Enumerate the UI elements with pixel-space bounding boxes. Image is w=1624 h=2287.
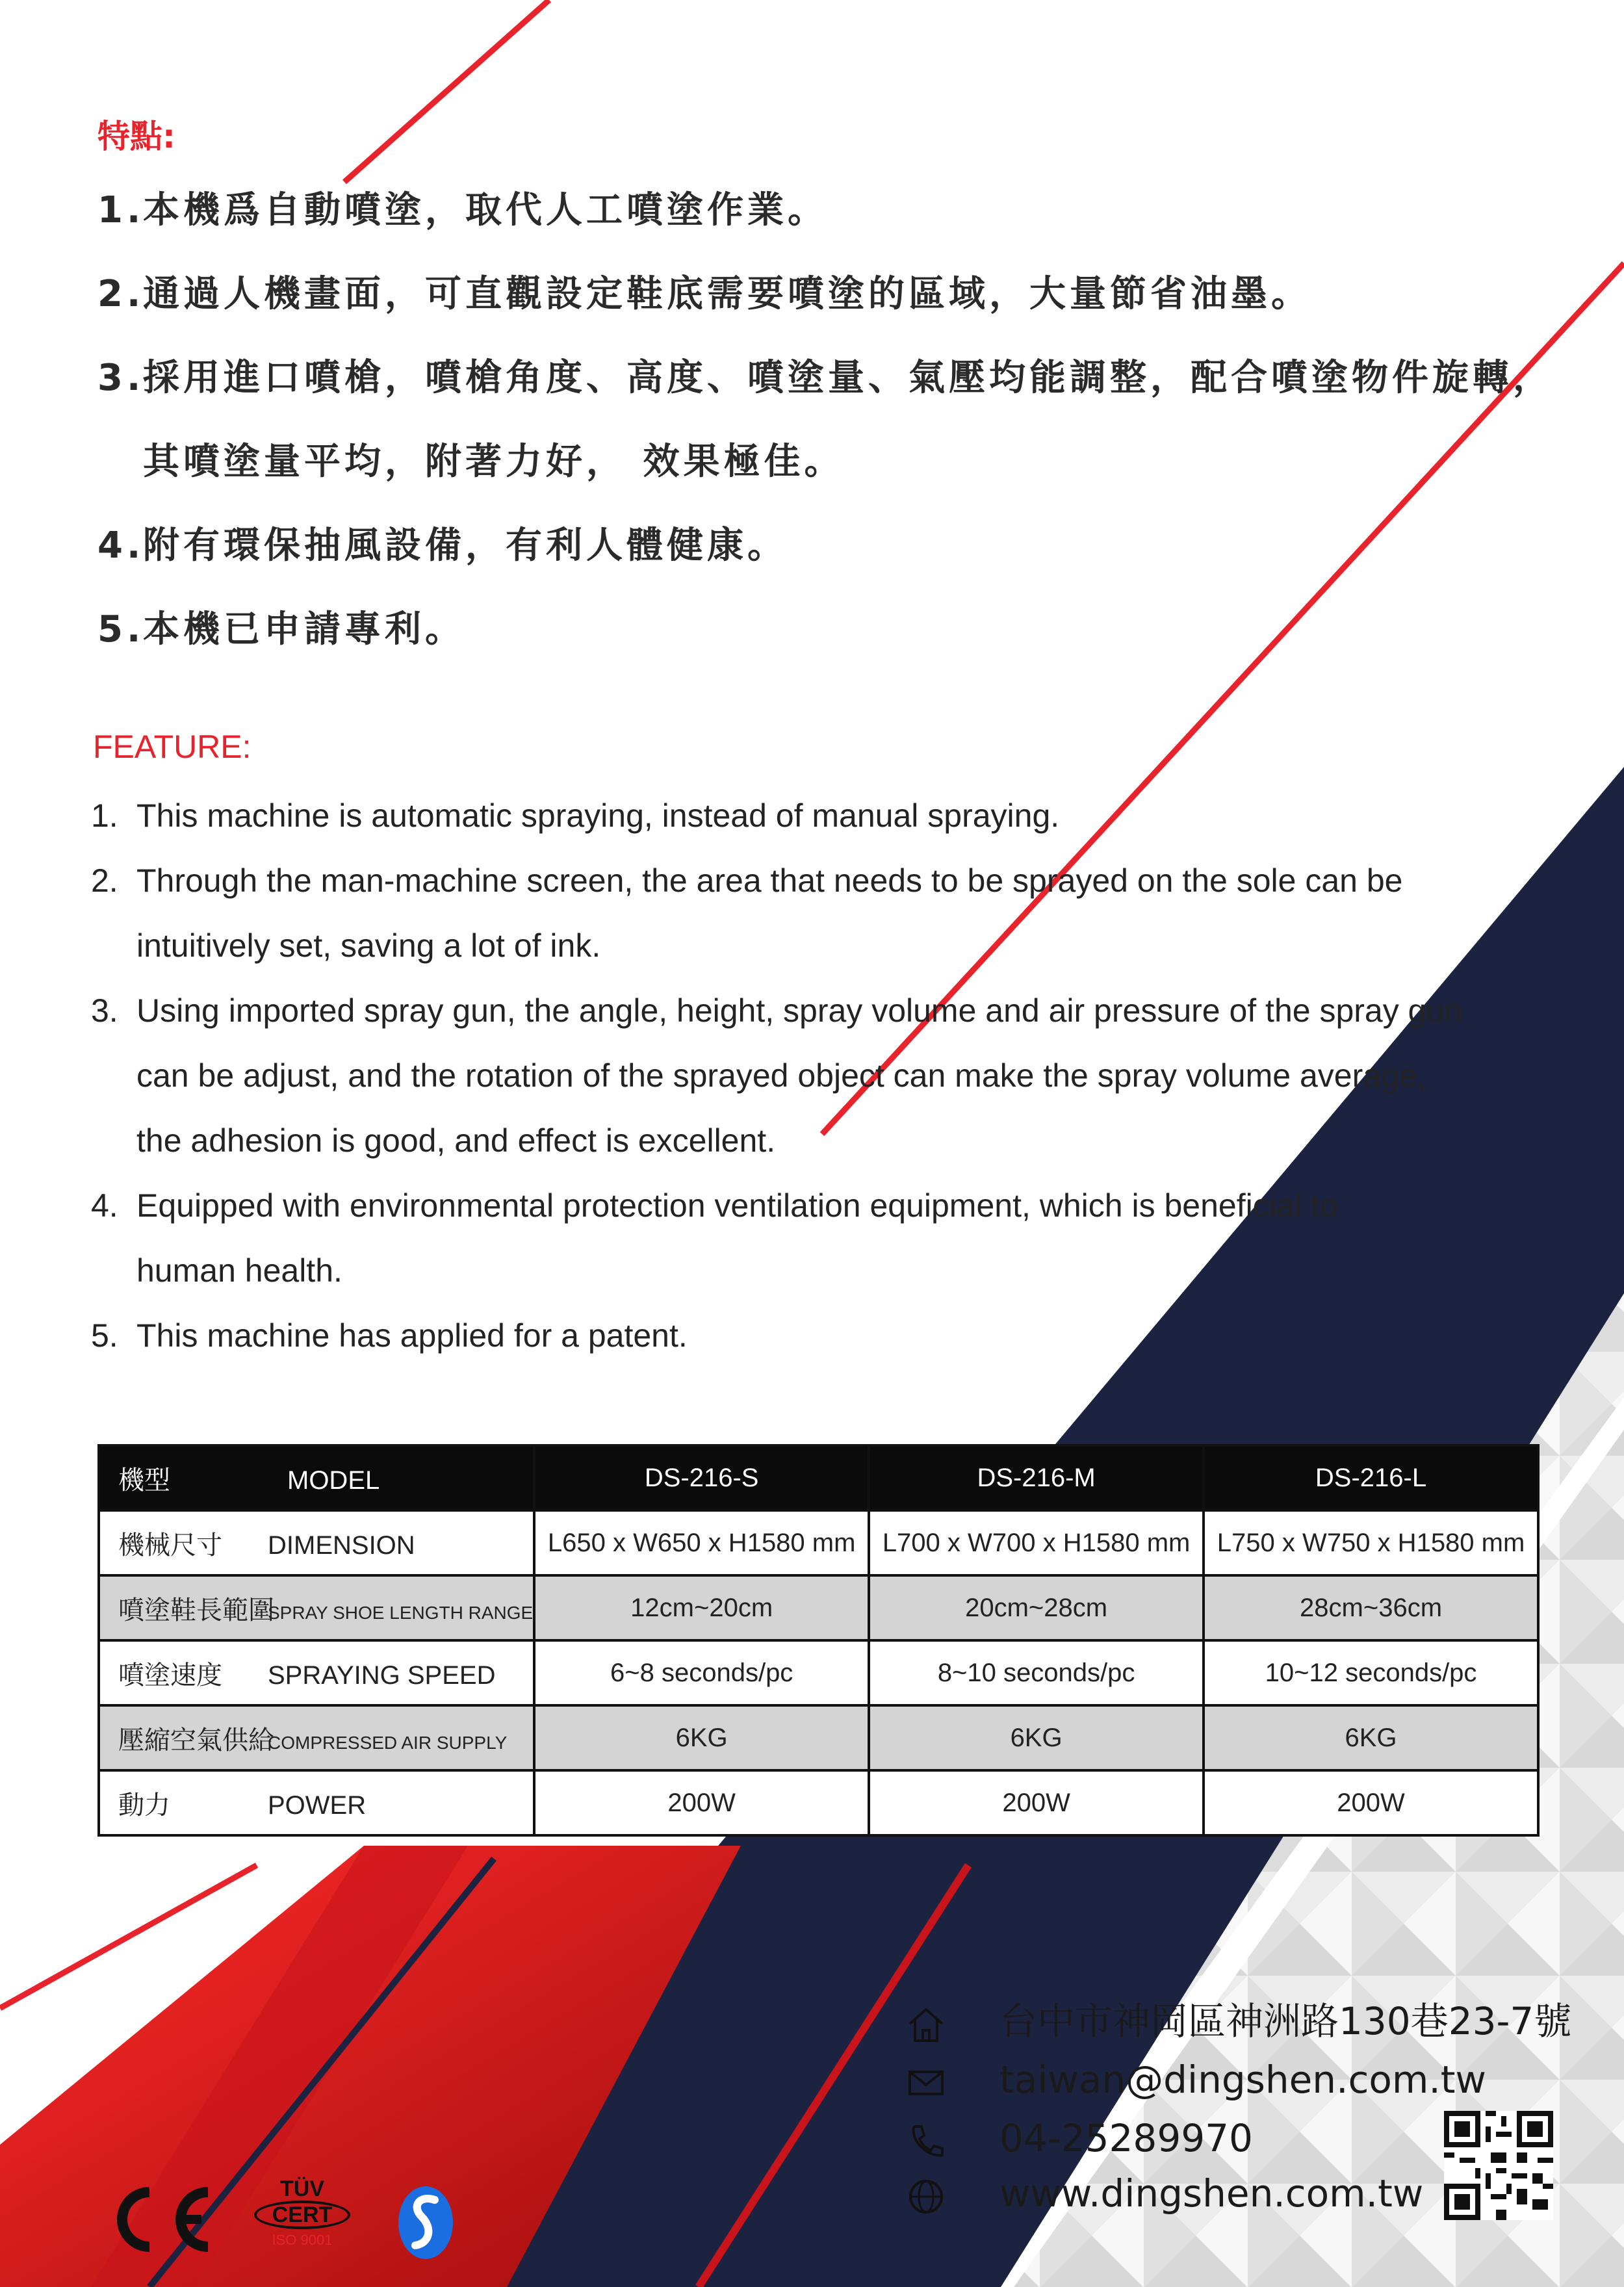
table-cell: 6~8 seconds/pc bbox=[534, 1640, 869, 1705]
table-cell: 28cm~36cm bbox=[1204, 1575, 1538, 1640]
list-item: 3. Using imported spray gun, the angle, height, spray volume and air pressure of the spray gun bbox=[91, 992, 1463, 1029]
list-item: 5.本機已申請專利。 bbox=[97, 608, 465, 651]
row-label: 噴塗速度 SPRAYING SPEED bbox=[99, 1640, 534, 1705]
red-line-top bbox=[344, 0, 549, 182]
qr-code-icon bbox=[1444, 2111, 1553, 2220]
email-row bbox=[903, 2054, 1618, 2112]
list-item-continuation: intuitively set, saving a lot of ink. bbox=[136, 927, 601, 964]
table-cell: 200W bbox=[534, 1770, 869, 1835]
table-row bbox=[99, 1705, 1538, 1770]
table-row bbox=[99, 1640, 1538, 1705]
home-icon bbox=[903, 2002, 949, 2047]
list-item-continuation: can be adjust, and the rotation of the sprayed object can make the spray volume average, bbox=[136, 1057, 1426, 1094]
table-cell: L650 x W650 x H1580 mm bbox=[534, 1510, 869, 1575]
row-label: 噴塗鞋長範圍SPRAY SHOE LENGTH RANGE bbox=[99, 1575, 534, 1640]
website-link[interactable]: www.dingshen.com.tw bbox=[999, 2171, 1424, 2216]
table-cell: 200W bbox=[1204, 1770, 1538, 1835]
globe-icon bbox=[903, 2174, 949, 2219]
list-item: 2.通過人機畫面，可直觀設定鞋底需要噴塗的區域，大量節省油墨。 bbox=[97, 273, 1311, 315]
spec-table bbox=[97, 1444, 1540, 1837]
row-label: 動力 POWER bbox=[99, 1770, 534, 1835]
list-item: 1.本機爲自動噴塗，取代人工噴塗作業。 bbox=[97, 189, 828, 231]
row-label: 壓縮空氣供給COMPRESSED AIR SUPPLY bbox=[99, 1705, 534, 1770]
list-item: 3.採用進口噴槍，噴槍角度、高度、噴塗量、氣壓均能調整，配合噴塗物件旋轉， bbox=[97, 357, 1553, 399]
iso-text: ISO 9001 bbox=[272, 2232, 333, 2248]
row-label: 機械尺寸 DIMENSION bbox=[99, 1510, 534, 1575]
table-cell: L700 x W700 x H1580 mm bbox=[869, 1510, 1204, 1575]
list-item: 4.附有環保抽風設備，有利人體健康。 bbox=[97, 524, 788, 567]
list-item: 4. Equipped with environmental protection ventilation equipment, which is beneficial to bbox=[91, 1187, 1338, 1224]
address-text: 台中市神岡區神洲路130巷23-7號 bbox=[999, 1999, 1572, 2043]
list-item-continuation: human health. bbox=[136, 1252, 342, 1289]
features-zh-list bbox=[97, 185, 1553, 688]
list-item: 2. Through the man-machine screen, the area that needs to be sprayed on the sole can be bbox=[91, 862, 1403, 899]
features-zh-heading: 特點: bbox=[97, 118, 175, 155]
tuv-cert-logo bbox=[250, 2177, 354, 2268]
model-header: DS-216-S bbox=[534, 1445, 869, 1510]
list-item-continuation: the adhesion is good, and effect is excellent. bbox=[136, 1122, 776, 1159]
table-cell: 20cm~28cm bbox=[869, 1575, 1204, 1640]
table-cell: 8~10 seconds/pc bbox=[869, 1640, 1204, 1705]
cert-text: CERT bbox=[254, 2201, 350, 2229]
table-cell: 6KG bbox=[869, 1705, 1204, 1770]
table-row bbox=[99, 1510, 1538, 1575]
table-row bbox=[99, 1770, 1538, 1835]
features-en-heading: FEATURE: bbox=[93, 729, 251, 765]
table-row bbox=[99, 1575, 1538, 1640]
list-item: 5. This machine has applied for a patent. bbox=[91, 1317, 688, 1354]
phone-icon bbox=[903, 2119, 949, 2164]
model-header: DS-216-M bbox=[869, 1445, 1204, 1510]
ce-mark-icon bbox=[104, 2180, 221, 2258]
table-cell: 6KG bbox=[534, 1705, 869, 1770]
brand-s-icon bbox=[393, 2180, 458, 2265]
list-item: 1. This machine is automatic spraying, instead of manual spraying. bbox=[91, 797, 1060, 834]
table-cell: L750 x W750 x H1580 mm bbox=[1204, 1510, 1538, 1575]
features-en-list bbox=[91, 783, 1586, 1368]
table-cell: 6KG bbox=[1204, 1705, 1538, 1770]
table-header-label: 機型 MODEL bbox=[99, 1445, 534, 1510]
table-cell: 12cm~20cm bbox=[534, 1575, 869, 1640]
email-link[interactable]: taiwan@dingshen.com.tw bbox=[999, 2058, 1486, 2102]
phone-text[interactable]: 04-25289970 bbox=[999, 2116, 1253, 2160]
tuv-text: TÜV bbox=[280, 2177, 324, 2201]
table-cell: 10~12 seconds/pc bbox=[1204, 1640, 1538, 1705]
table-cell: 200W bbox=[869, 1770, 1204, 1835]
list-item-continuation: 其噴塗量平均，附著力好， 效果極佳。 bbox=[143, 441, 845, 483]
address-row bbox=[903, 1995, 1618, 2054]
table-header-row bbox=[99, 1445, 1538, 1510]
model-header: DS-216-L bbox=[1204, 1445, 1538, 1510]
mail-icon bbox=[903, 2060, 949, 2106]
